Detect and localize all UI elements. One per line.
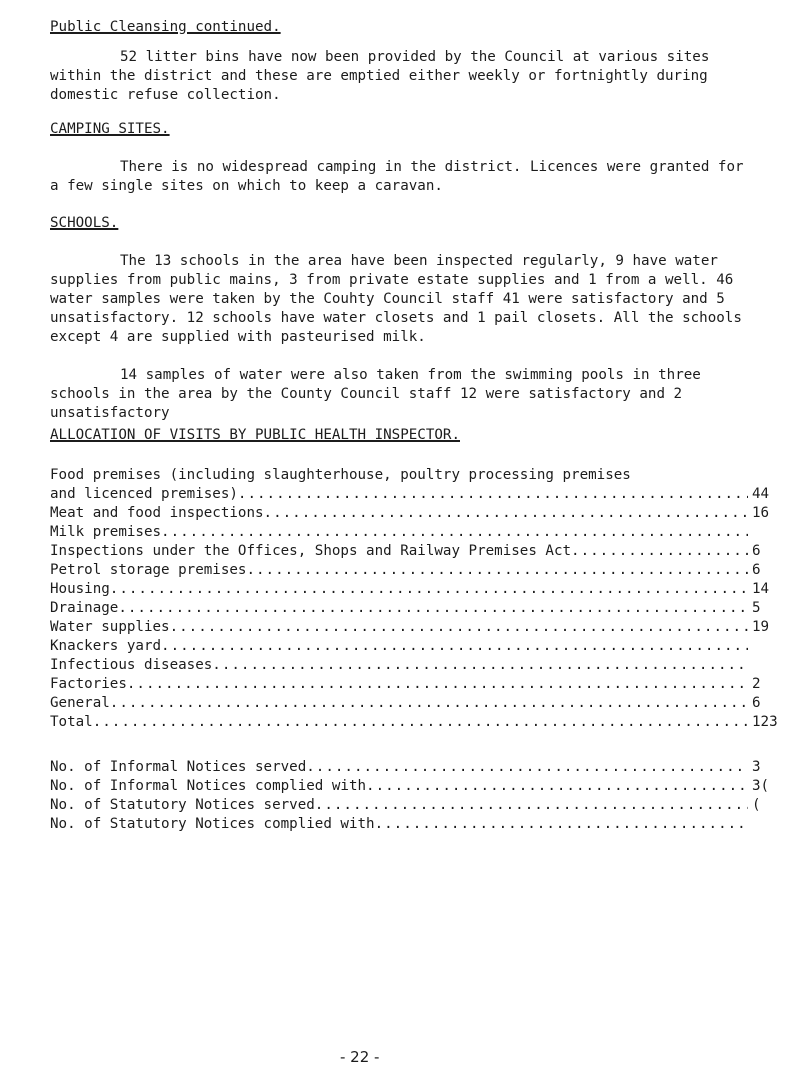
row-value — [748, 656, 800, 675]
row-value: 6 — [752, 562, 761, 578]
dot-leader — [110, 694, 748, 713]
dot-leader — [238, 485, 748, 504]
row-label: Milk premises — [50, 524, 162, 540]
schools-paragraph-1: The 13 schools in the area have been inspected regularly, 9 have water supplies from public mains, 3 from private estate supplies and 1 from a well. 46 water samples were taken by the Couhty Council staff 41 were satisfactory and 5 unsatisfactory. 12 schools have water closets and 1 pail closets. All the schools except 4 are supplied with pasteurised milk. — [50, 253, 742, 345]
table-row — [50, 561, 800, 580]
table-row — [50, 637, 800, 656]
litter-paragraph: 52 litter bins have now been provided by the Council at various sites within the district and these are emptied either weekly or fortnightly during domestic refuse collection. — [50, 49, 710, 103]
table-row — [50, 504, 800, 523]
allocation-heading — [50, 426, 460, 445]
dot-leader — [375, 815, 748, 834]
row-label: Water supplies — [50, 619, 170, 635]
row-label: Knackers yard — [50, 638, 162, 654]
row-label: Infectious diseases — [50, 657, 213, 673]
row-value: 3 — [752, 759, 761, 775]
row-value: 44 — [752, 486, 770, 502]
page-number: - 22 - — [340, 1048, 380, 1066]
row-label: No. of Informal Notices served — [50, 759, 307, 775]
camping-paragraph: There is no widespread camping in the district. Licences were granted for a few single sites on which to keep a caravan. — [50, 159, 744, 194]
row-label: Meat and food inspections — [50, 505, 264, 521]
row-label: No. of Statutory Notices complied with — [50, 816, 375, 832]
dot-leader — [93, 713, 748, 732]
row-value: 6 — [752, 543, 761, 559]
camping-heading-text: CAMPING SITES. — [50, 121, 170, 137]
dot-leader — [110, 580, 748, 599]
schools-paragraph-2: 14 samples of water were also taken from the swimming pools in three schools in the area by the County Council staff 12 were satisfactory and 2 unsatisfactory — [50, 367, 701, 421]
dot-leader — [366, 777, 748, 796]
row-label: Inspections under the Offices, Shops and Railway Premises Act — [50, 543, 572, 559]
row-value — [748, 523, 800, 542]
dot-leader — [161, 523, 748, 542]
dot-leader — [161, 637, 748, 656]
table-row — [50, 675, 800, 694]
row-value: 16 — [752, 505, 770, 521]
allocation-rows — [50, 485, 800, 732]
row-value — [748, 637, 800, 656]
camping-heading — [50, 120, 170, 139]
table-row — [50, 485, 800, 504]
schools-heading — [50, 214, 118, 233]
row-value: 123 — [752, 714, 778, 730]
table-row — [50, 713, 800, 732]
dot-leader — [246, 561, 748, 580]
allocation-first-line — [50, 466, 800, 485]
table-row — [50, 694, 800, 713]
dot-leader — [212, 656, 748, 675]
row-label: Housing — [50, 581, 110, 597]
dot-leader — [306, 758, 748, 777]
row-value: ( — [752, 797, 761, 813]
row-value: 19 — [752, 619, 770, 635]
row-label: General — [50, 695, 110, 711]
table-row — [50, 656, 800, 675]
row-value: 6 — [752, 695, 761, 711]
table-row — [50, 523, 800, 542]
row-label: Factories — [50, 676, 127, 692]
row-label: Petrol storage premises — [50, 562, 247, 578]
dot-leader — [170, 618, 748, 637]
table-row — [50, 796, 800, 815]
allocation-table — [50, 466, 800, 732]
table-row — [50, 580, 800, 599]
dot-leader — [118, 599, 748, 618]
row-value: 14 — [752, 581, 770, 597]
row-value: 2 — [752, 676, 761, 692]
row-label: Drainage — [50, 600, 119, 616]
row-label: No. of Statutory Notices served — [50, 797, 315, 813]
dot-leader — [264, 504, 748, 523]
table-row — [50, 599, 800, 618]
dot-leader — [315, 796, 748, 815]
allocation-heading-text: ALLOCATION OF VISITS BY PUBLIC HEALTH INSPECTOR. — [50, 427, 460, 443]
table-row — [50, 758, 800, 777]
table-row — [50, 618, 800, 637]
row-label: No. of Informal Notices complied with — [50, 778, 367, 794]
dot-leader — [571, 542, 748, 561]
row-label: and licenced premises) — [50, 486, 238, 502]
table-row — [50, 542, 800, 561]
row-label: Total — [50, 714, 93, 730]
table-row — [50, 815, 800, 834]
dot-leader — [127, 675, 748, 694]
row-value: 3( — [752, 778, 770, 794]
notices-table — [50, 758, 800, 834]
header-title: Public Cleansing continued. — [50, 19, 281, 35]
allocation-first-line-text: Food premises (including slaughterhouse, poultry processing premises — [50, 467, 631, 483]
table-row — [50, 777, 800, 796]
section-header — [50, 18, 281, 37]
schools-heading-text: SCHOOLS. — [50, 215, 119, 231]
row-value: 5 — [752, 600, 761, 616]
row-value — [748, 815, 800, 834]
